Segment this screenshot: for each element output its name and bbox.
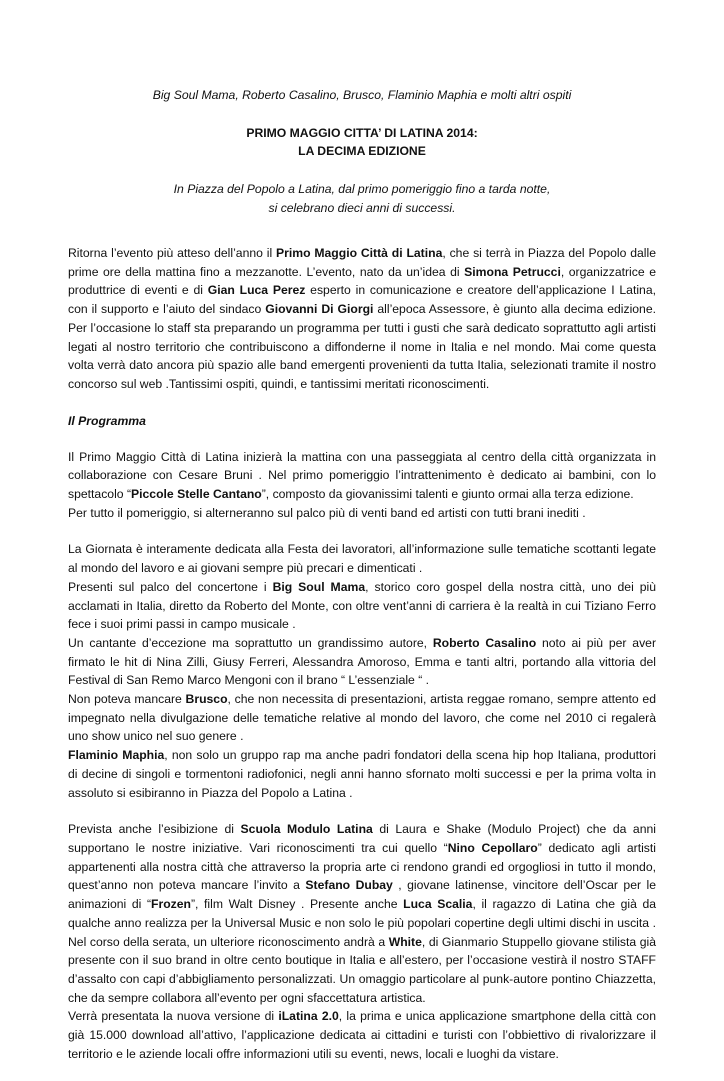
programma-paragraph	[68, 448, 656, 523]
text-run: Verrà presentata la nuova versione di	[68, 1009, 279, 1024]
bold-text-run: Giovanni Di Giorgi	[265, 302, 374, 317]
bold-text-run: Flaminio Maphia	[68, 748, 165, 763]
text-run: , che si terrà in Piazza del Popolo dalle prime ore della mattina fino a mezzanotte. L’evento, nato da un’idea di	[68, 246, 656, 279]
text-run: Il Primo Maggio Città di Latina inizierà la mattina con una passeggiata al centro della città organizzata in collaborazione con Cesare Bruni . Nel primo pomeriggio l’intrattenimento è dedicato ai bambini, con lo spettacolo “	[68, 449, 656, 502]
title-line-2: LA DECIMA EDIZIONE	[298, 144, 426, 158]
text-run: all’epoca Assessore, è giunto alla decima edizione. Per l’occasione lo staff sta preparando un programma per tutti i gusti che sarà dedicato soprattutto agli artisti legati al nostro territorio che contribuiscono a diffonderne il nome in Italia e nel mondo. Mai come questa volta verrà dato ancora più spazio alle band emergenti provenienti da tutta Italia, selezionati tramite il nostro concorso sul web .Tantissimi ospiti, quindi, e tantissimi meritati riconoscimenti.	[68, 302, 656, 391]
text-run: ”, composto da giovanissimi talenti e giunto ormai alla terza edizione.	[261, 487, 634, 502]
title-line-1: PRIMO MAGGIO CITTA’ DI LATINA 2014:	[246, 126, 478, 140]
bold-text-run: Luca Scalia	[403, 897, 473, 912]
text-run: , che non necessita di presentazioni, artista reggae romano, sempre attento ed impegnato nella divulgazione delle tematiche relative al mondo del lavoro, che come nel 2010 ci regalerà uno show unico nel suo genere .	[68, 692, 656, 744]
programma-heading: Il Programma	[68, 413, 146, 428]
bold-text-run: Gian Luca Perez	[207, 283, 306, 298]
document-lead	[68, 180, 656, 218]
bold-text-run: Roberto Casalino	[432, 635, 537, 650]
text-run: , giovane latinense, vincitore dell’Oscar per le animazioni di “	[68, 878, 656, 912]
bold-text-run: iLatina 2.0	[278, 1009, 339, 1024]
bold-text-run: Scuola Modulo Latina	[240, 822, 373, 837]
prevista-paragraph	[68, 820, 656, 1063]
text-run: noto ai più per aver firmato le hit di Nina Zilli, Giusy Ferreri, Alessandra Amoroso, Emma e tanti altri, portando alla vittoria del Festival di San Remo Marco Mengoni con il brano “ L’essenziale “ .	[68, 635, 656, 688]
bold-text-run: Primo Maggio Città di Latina	[276, 246, 443, 260]
text-run: , non solo un gruppo rap ma anche padri fondatori della scena hip hop Italiana, produttori di decine di singoli e tormentoni radiofonici, negli anni hanno sfornato molti successi e per la prima volta in assoluto si esibiranno in Piazza del Popolo a Latina .	[68, 748, 656, 800]
text-run: Non poteva mancare	[68, 692, 186, 707]
bold-text-run: White	[388, 934, 422, 949]
lead-line-1: In Piazza del Popolo a Latina, dal primo pomeriggio fino a tarda notte,	[173, 182, 551, 196]
text-run: , la prima e unica applicazione smartphone della città con già 15.000 download all’attivo, l’applicazione dedicata ai cittadini e turisti con l’obbiettivo di rivalorizzare il territorio e le aziende locali offre informazioni utili su eventi, news, locali e luoghi da vistare.	[68, 1009, 656, 1061]
text-run: ”, film Walt Disney . Presente anche	[190, 897, 404, 912]
text-run: Un cantante d’eccezione ma soprattutto un grandissimo autore,	[68, 635, 433, 650]
text-run: , organizzatrice e produttrice di eventi e di	[68, 264, 656, 298]
text-run: di Laura e Shake (Modulo Project) che da anni supportano le nostre iniziative. Vari riconoscimenti tra cui quello “	[68, 822, 656, 855]
text-run: Prevista anche l’esibizione di	[68, 822, 241, 837]
document-page	[68, 86, 656, 1081]
text-run: , storico coro gospel della nostra città, uno dei più acclamati in Italia, diretto da Roberto del Monte, con oltre vent’anni di carriera è la realtà in cui Tiziano Ferro fece i suoi primi passi in campo musicale .	[68, 579, 657, 632]
bold-text-run: Brusco	[185, 692, 228, 707]
text-run: , il ragazzo di Latina che già da qualche anno realizza per la Universal Music e non solo le più popolari copertine degli ultimi dischi in uscita . Nel corso della serata, un ulteriore riconoscimento andrà a	[68, 897, 657, 949]
giornata-paragraph	[68, 540, 656, 802]
text-run: Presenti sul palco del concertone i	[68, 579, 273, 594]
bold-text-run: Stefano Dubay	[305, 878, 393, 893]
bold-text-run: Nino Cepollaro	[447, 840, 538, 855]
bold-text-run: Simona Petrucci	[464, 264, 561, 279]
lead-line-2: si celebrano dieci anni di successi.	[268, 201, 456, 215]
text-run: Ritorna l’evento più atteso dell’anno il	[68, 246, 276, 260]
bold-text-run: Frozen	[151, 897, 191, 912]
text-run: , di Gianmario Stuppello giovane stilista già presente con il suo brand in oltre cento boutique in Italia e all’estero, per l’occasione vestirà il nostro STAFF d’assalto con capi d’abbigliamento personalizzati. Un omaggio particolare al punk-autore pontino Chiazzetta, che da sempre collabora all’evento per ogni sfaccettatura artistica.	[68, 934, 657, 1005]
text-run: La Giornata è interamente dedicata alla Festa dei lavoratori, all’informazione sulle tematiche scottanti legate al mondo del lavoro e ai giovani sempre più precari e dimenticati .	[68, 542, 656, 576]
document-subtitle: Big Soul Mama, Roberto Casalino, Brusco, Flaminio Maphia e molti altri ospiti	[152, 88, 572, 102]
bold-text-run: Big Soul Mama	[272, 579, 366, 594]
document-title	[68, 124, 656, 160]
bold-text-run: Piccole Stelle Cantano	[131, 487, 262, 502]
text-run: esperto in comunicazione e creatore dell’applicazione I Latina, con il supporto e l’aiuto del sindaco	[68, 283, 656, 317]
text-run: ” dedicato agli artisti appartenenti alla nostra città che attraverso la propria arte ci rendono grandi ed orgogliosi in tutto il mondo, quest’anno non poteva mancare l’invito a	[68, 840, 656, 893]
text-run: Per tutto il pomeriggio, si alterneranno sul palco più di venti band ed artisti con tutti brani inediti .	[68, 505, 586, 520]
intro-paragraph	[68, 244, 656, 394]
